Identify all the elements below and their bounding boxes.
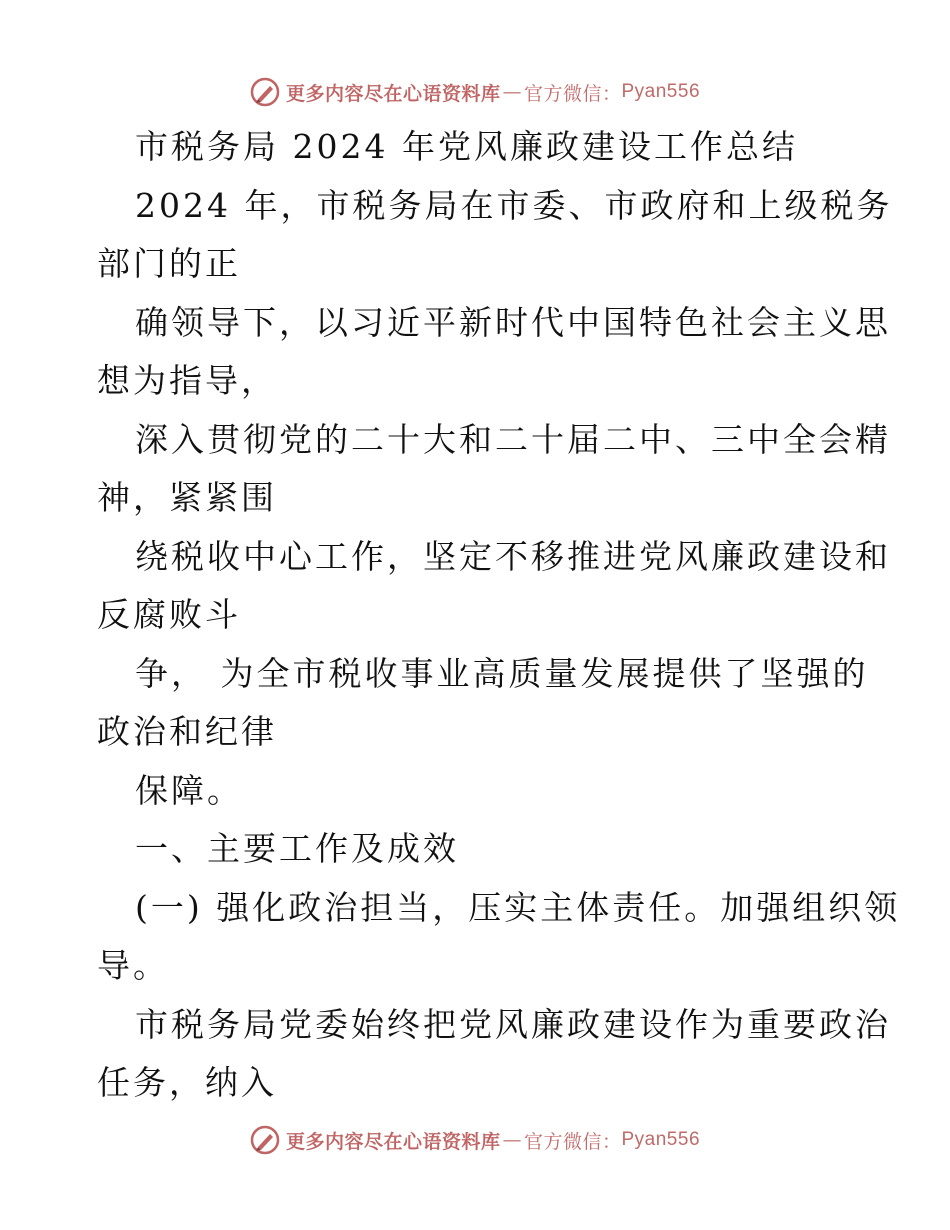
text-line: 确领导下，以习近平新时代中国特色社会主义思 — [135, 302, 891, 342]
text-line: 任务，纳入 — [97, 1063, 277, 1102]
watermark-wechat-id: Pyan556 — [621, 81, 701, 102]
document-body — [97, 118, 901, 1113]
pen-logo-icon — [250, 1125, 280, 1155]
section-heading: 一、主要工作及成效 — [135, 829, 459, 868]
text-line: 部门的正 — [97, 244, 241, 283]
watermark-main-text: 更多内容尽在心语资料库 — [285, 82, 501, 105]
text-line: 反腐败斗 — [97, 595, 241, 634]
text-line: 绕税收中心工作，坚定不移推进党风廉政建设和 — [135, 536, 891, 576]
text-line: 争， 为全市税收事业高质量发展提供了坚强的 — [135, 653, 869, 693]
text-line: 市税务局党委始终把党风廉政建设作为重要政治 — [135, 1004, 891, 1044]
text-line: 想为指导， — [97, 361, 277, 400]
watermark-dash: — — [502, 81, 522, 103]
text-line: 政治和纪律 — [97, 712, 277, 751]
text-line: 2024 年，市税务局在市委、市政府和上级税务 — [135, 185, 893, 225]
watermark-sub-text: 官方微信： — [523, 1130, 622, 1153]
pen-logo-icon — [250, 77, 280, 107]
text-line: 神，紧紧围 — [97, 478, 277, 517]
footer-watermark — [0, 1120, 950, 1160]
document-title: 市税务局 2024 年党风廉政建设工作总结 — [135, 127, 798, 166]
header-watermark — [0, 72, 950, 112]
text-line: 保障。 — [135, 770, 243, 810]
watermark-main-text: 更多内容尽在心语资料库 — [285, 1130, 501, 1153]
text-line: 导。 — [97, 946, 169, 985]
watermark-dash: — — [502, 1129, 522, 1151]
watermark-wechat-id: Pyan556 — [621, 1129, 701, 1150]
text-line: 深入贯彻党的二十大和二十届二中、三中全会精 — [135, 419, 891, 459]
watermark-sub-text: 官方微信： — [523, 82, 622, 105]
subsection-heading: (一) 强化政治担当，压实主体责任。加强组织领 — [135, 887, 901, 927]
